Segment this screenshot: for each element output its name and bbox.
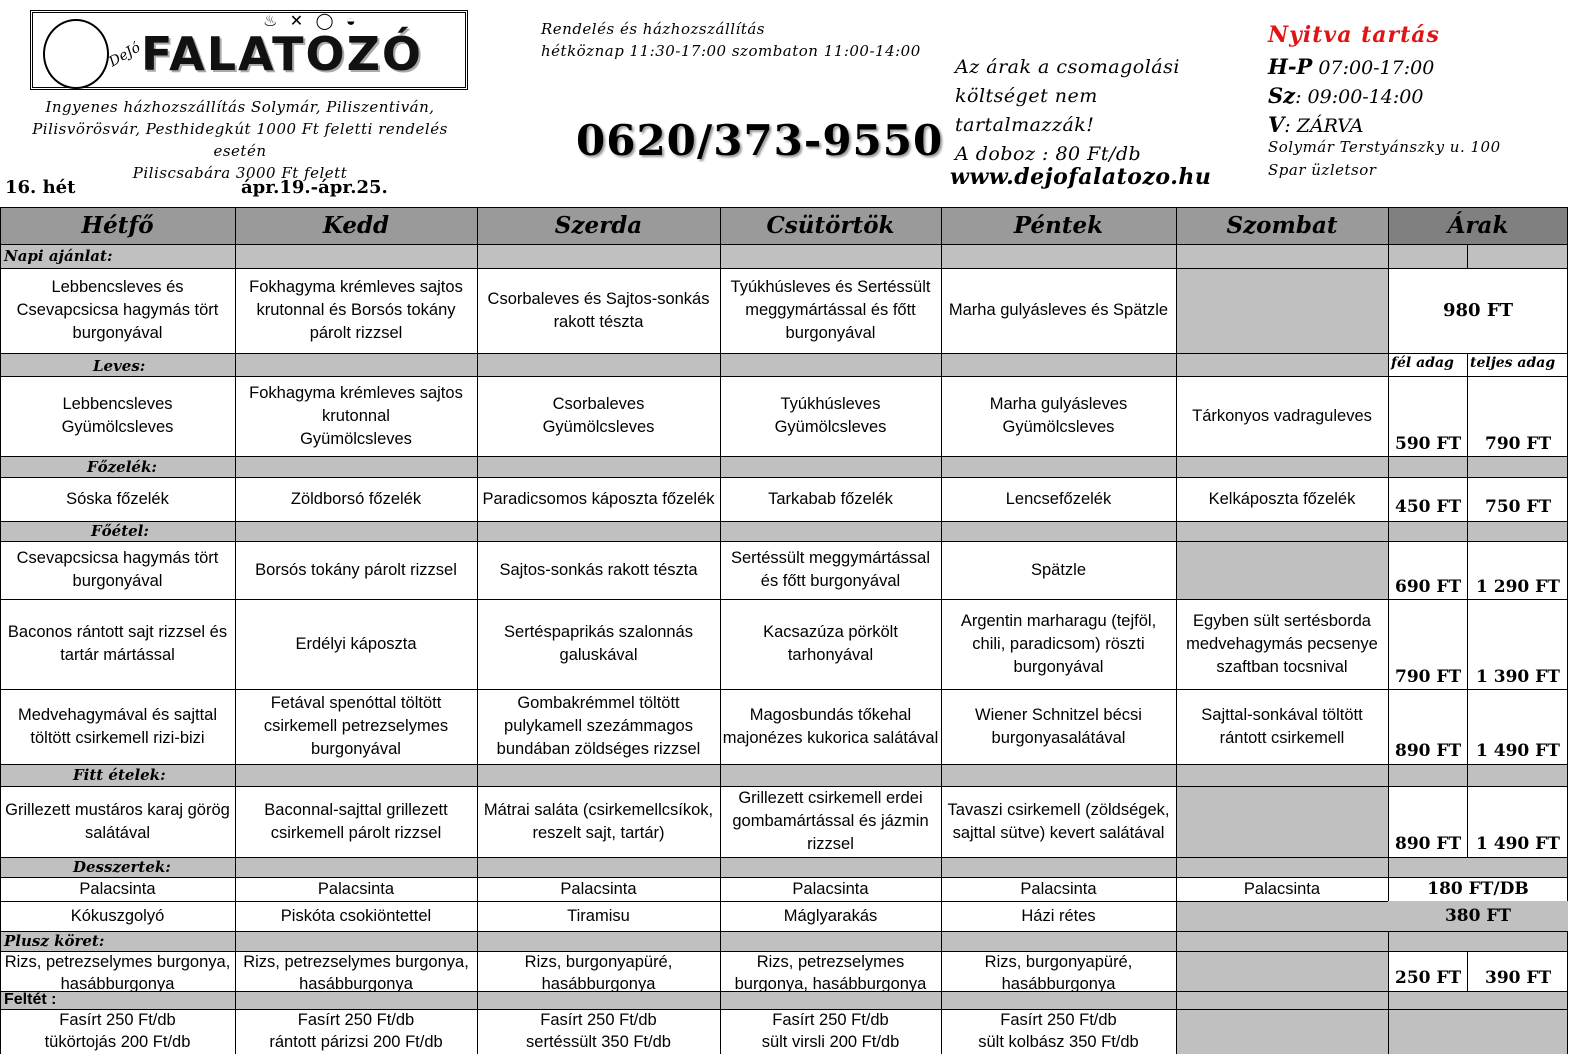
menu-item-fozelek-tuesday: Zöldborsó főzelék	[290, 489, 422, 508]
menu-item-napi-monday: Lebbencsleves és Csevapcsicsa hagymás tört burgonyával	[16, 278, 219, 342]
price-half: 890 FT	[1395, 834, 1462, 854]
menu-item-leves-monday: Lebbencsleves Gyümölcsleves	[61, 395, 174, 436]
logo-script: DeJó	[106, 39, 144, 71]
section-label-fit: Fitt ételek:	[73, 766, 166, 784]
price-note-line: költséget nem	[955, 85, 1098, 107]
day-header-wednesday: Szerda	[554, 212, 643, 239]
price-half: 450 FT	[1395, 497, 1462, 517]
menu-item-fitt-thursday: Grillezett csirkemell erdei gombamártással és jázmin rizzsel	[732, 789, 929, 853]
empty-cell	[1177, 901, 1388, 931]
menu-item-fotel1-wednesday: Sajtos-sonkás rakott tészta	[499, 560, 698, 579]
menu-item-leves-friday: Marha gulyásleves Gyümölcsleves	[989, 395, 1128, 436]
menu-item-fotel3-monday: Medvehagymával és sajttal töltött csirkemell rizi-bizi	[17, 705, 217, 747]
opening-time: : ZÁRVA	[1284, 115, 1364, 137]
section-label-vegetable: Főzelék:	[87, 458, 157, 476]
day-header-tuesday: Kedd	[322, 212, 390, 239]
opening-day: Sz	[1268, 83, 1296, 108]
logo	[30, 10, 468, 90]
price-note-line: Az árak a csomagolási	[955, 56, 1180, 78]
menu-item-dessz1-saturday: Palacsinta	[1243, 879, 1321, 898]
menu-item-fotel2-thursday: Kacsazúza pörkölt tarhonyával	[763, 623, 898, 664]
menu-item-fotel1-tuesday: Borsós tokány párolt rizzsel	[255, 560, 457, 579]
section-label-main: Főétel:	[91, 522, 149, 540]
price-dessert-2: 380 FT	[1388, 901, 1568, 931]
price-note	[955, 53, 1200, 169]
day-header-friday: Péntek	[1013, 212, 1104, 239]
menu-item-feltet-tuesday: Fasírt 250 Ft/db rántott párizsi 200 Ft/db	[269, 1011, 443, 1051]
menu-item-dessz1-thursday: Palacsinta	[792, 879, 869, 898]
section-label-side: Plusz köret:	[4, 932, 105, 950]
menu-item-napi-friday: Marha gulyásleves és Spätzle	[948, 301, 1169, 319]
day-header-monday: Hétfő	[81, 212, 154, 239]
opening-time: : 09:00-14:00	[1295, 86, 1424, 108]
price-full: 1 290 FT	[1476, 577, 1560, 597]
address-line: Solymár Terstyánszky u. 100	[1268, 138, 1501, 156]
price-full: 750 FT	[1485, 497, 1552, 517]
menu-item-fozelek-friday: Lencsefőzelék	[1005, 489, 1112, 508]
price-note-line: tartalmazzák!	[955, 114, 1095, 136]
price-full: 1 390 FT	[1476, 667, 1560, 687]
menu-item-dessz1-friday: Palacsinta	[1020, 879, 1097, 898]
menu-item-fitt-friday: Tavaszi csirkemell (zöldségek, sajttal sütve) kevert salátával	[947, 800, 1170, 842]
menu-item-koret-wednesday: Rizs, burgonyapüré, hasábburgonya	[524, 953, 673, 991]
opening-time: 07:00-17:00	[1312, 57, 1435, 79]
price-full: 390 FT	[1485, 968, 1552, 988]
website-link[interactable]: www.dejofalatozo.hu	[950, 164, 1212, 190]
delivery-line: Ingyenes házhozszállítás Solymár, Piliszentiván,	[45, 98, 435, 116]
menu-item-fozelek-wednesday: Paradicsomos káposzta főzelék	[482, 489, 715, 508]
phone-number[interactable]: 0620/373-9550	[576, 116, 944, 165]
day-header-thursday: Csütörtök	[766, 212, 895, 239]
order-hours: hétköznap 11:30-17:00 szombaton 11:00-14:00	[541, 42, 921, 60]
section-label-dessert: Desszertek:	[73, 858, 171, 876]
day-header-saturday: Szombat	[1226, 212, 1338, 239]
menu-item-fitt-monday: Grillezett mustáros karaj görög salátával	[5, 800, 230, 842]
price-half: 790 FT	[1395, 667, 1462, 687]
address	[1268, 136, 1501, 182]
delivery-line: Piliscsabára 3000 Ft felett	[132, 164, 348, 182]
opening-day: V	[1268, 112, 1285, 137]
order-info	[541, 18, 921, 62]
price-note-line: A doboz : 80 Ft/db	[955, 143, 1142, 165]
menu-item-fotel3-friday: Wiener Schnitzel bécsi burgonyasalátával	[975, 705, 1142, 747]
menu-item-feltet-thursday: Fasírt 250 Ft/db sült virsli 200 Ft/db	[761, 1011, 900, 1051]
empty-cell	[1177, 268, 1388, 353]
menu-item-napi-thursday: Tyúkhúsleves és Sertéssült meggymártással és főtt burgonyával	[730, 278, 931, 342]
chef-icon	[43, 19, 109, 89]
menu-item-koret-tuesday: Rizs, petrezselymes burgonya, hasábburgonya	[243, 953, 469, 991]
menu-item-fotel2-tuesday: Erdélyi káposzta	[295, 634, 417, 653]
week-number: 16. hét	[5, 177, 76, 198]
menu-item-koret-friday: Rizs, burgonyapüré, hasábburgonya	[984, 953, 1133, 991]
half-portion-label: fél adag	[1391, 355, 1454, 371]
menu-item-fitt-wednesday: Mátrai saláta (csirkemellcsíkok, reszelt sajt, tartár)	[483, 800, 714, 842]
menu-item-leves-wednesday: Csorbaleves Gyümölcsleves	[542, 395, 655, 436]
section-label-soup: Leves:	[93, 357, 146, 375]
price-dessert-1: 180 FT/DB	[1427, 878, 1529, 899]
menu-item-fotel2-friday: Argentin marharagu (tejföl, chili, paradicsom) röszti burgonyával	[960, 611, 1157, 676]
menu-item-dessz1-tuesday: Palacsinta	[317, 879, 395, 898]
opening-hours	[1268, 53, 1434, 140]
utensils-icon: ♨ ✕ ◯ ◒	[263, 13, 360, 30]
menu-item-leves-thursday: Tyúkhúsleves Gyümölcsleves	[774, 395, 887, 436]
menu-item-koret-thursday: Rizs, petrezselymes burgonya, hasábburgonya	[734, 953, 927, 991]
menu-item-napi-tuesday: Fokhagyma krémleves sajtos krutonnal és Borsós tokány párolt rizzsel	[249, 278, 463, 342]
menu-item-napi-wednesday: Csorbaleves és Sajtos-sonkás rakott tészta	[487, 289, 710, 331]
order-title: Rendelés és házhozszállítás	[541, 20, 765, 38]
menu-item-dessz2-friday: Házi rétes	[1021, 906, 1096, 925]
menu-item-leves-saturday: Tárkonyos vadraguleves	[1192, 406, 1372, 425]
menu-item-fotel2-wednesday: Sertéspaprikás szalonnás galuskával	[504, 623, 693, 664]
menu-item-fozelek-monday: Sóska főzelék	[66, 489, 169, 508]
menu-item-fozelek-saturday: Kelkáposzta főzelék	[1208, 489, 1356, 508]
menu-item-fotel3-thursday: Magosbundás tőkehal majonézes kukorica salátával	[722, 705, 939, 747]
menu-item-dessz1-monday: Palacsinta	[79, 879, 156, 898]
menu-item-fotel1-thursday: Sertéssült meggymártással és főtt burgonyával	[731, 549, 930, 590]
menu-item-dessz2-monday: Kókuszgolyó	[70, 906, 165, 925]
price-full: 1 490 FT	[1476, 834, 1560, 854]
menu-item-fotel3-saturday: Sajttal-sonkával töltött rántott csirkemell	[1201, 705, 1363, 747]
menu-item-fozelek-thursday: Tarkabab főzelék	[768, 489, 893, 508]
menu-item-feltet-friday: Fasírt 250 Ft/db sült kolbász 350 Ft/db	[978, 1011, 1139, 1051]
price-header: Árak	[1447, 212, 1509, 239]
menu-item-dessz2-tuesday: Piskóta csokiöntettel	[280, 906, 432, 925]
opening-day: H-P	[1268, 54, 1313, 79]
delivery-line: Pilisvörösvár, Pesthidegkút 1000 Ft feletti rendelés esetén	[32, 120, 448, 160]
empty-cell	[1177, 951, 1388, 991]
menu-item-feltet-wednesday: Fasírt 250 Ft/db sertéssült 350 Ft/db	[526, 1011, 671, 1051]
menu-item-fotel2-monday: Baconos rántott sajt rizzsel és tartár mártással	[7, 623, 228, 664]
menu-item-fotel1-friday: Spätzle	[1030, 560, 1087, 579]
menu-item-koret-monday: Rizs, petrezselymes burgonya, hasábburgonya	[4, 953, 231, 991]
menu-item-fitt-tuesday: Baconnal-sajttal grillezett csirkemell párolt rizzsel	[264, 800, 448, 842]
empty-cell	[1177, 1009, 1568, 1054]
price-half: 590 FT	[1395, 434, 1462, 454]
empty-cell	[1177, 786, 1388, 857]
menu-item-fotel1-monday: Csevapcsicsa hagymás tört burgonyával	[16, 549, 219, 590]
price-half: 250 FT	[1395, 968, 1462, 988]
price-full: 1 490 FT	[1476, 741, 1560, 761]
menu-item-leves-tuesday: Fokhagyma krémleves sajtos krutonnal Gyümölcsleves	[249, 383, 463, 448]
price-full: 790 FT	[1485, 434, 1552, 454]
price-half: 690 FT	[1395, 577, 1462, 597]
menu-item-feltet-monday: Fasírt 250 Ft/db tükörtojás 200 Ft/db	[44, 1011, 191, 1051]
empty-cell	[1177, 541, 1388, 599]
menu-item-dessz1-wednesday: Palacsinta	[560, 879, 637, 898]
price-daily-offer: 980 FT	[1442, 300, 1513, 321]
week-dates: ápr.19.-ápr.25.	[241, 177, 388, 198]
menu-item-dessz2-thursday: Máglyarakás	[783, 906, 878, 925]
menu-item-fotel3-wednesday: Gombakrémmel töltött pulykamell szezámmagos bundában zöldséges rizzsel	[496, 694, 701, 758]
section-bar	[0, 353, 1388, 376]
section-label-topping: Feltét :	[4, 991, 57, 1008]
address-line: Spar üzletsor	[1268, 161, 1377, 179]
price-half: 890 FT	[1395, 741, 1462, 761]
full-portion-label: teljes adag	[1470, 355, 1556, 371]
menu-item-dessz2-wednesday: Tiramisu	[567, 906, 630, 925]
delivery-info	[5, 96, 475, 184]
menu-item-fotel3-tuesday: Fetával spenóttal töltött csirkemell petrezselymes burgonyával	[263, 694, 449, 758]
section-label-daily: Napi ajánlat:	[4, 247, 113, 265]
logo-text: FALATOZÓ	[141, 27, 424, 81]
menu-item-fotel2-saturday: Egyben sült sertésborda medvehagymás pecsenye szaftban tocsnival	[1186, 611, 1378, 676]
opening-title: Nyitva tartás	[1268, 22, 1440, 48]
